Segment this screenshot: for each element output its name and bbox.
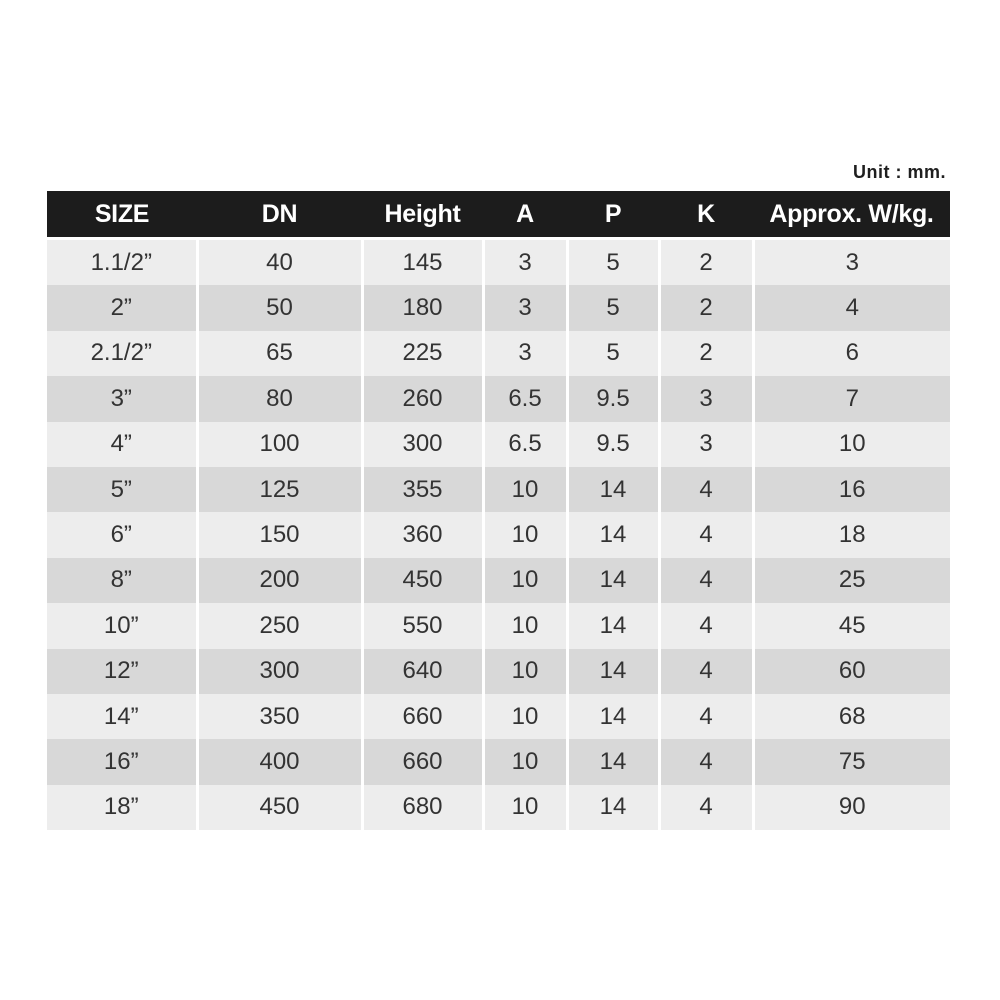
cell-weight: 7: [753, 376, 950, 421]
spec-table: [47, 191, 950, 830]
cell-weight: 90: [753, 785, 950, 830]
cell-a: 10: [483, 512, 567, 557]
cell-p: 14: [567, 467, 659, 512]
cell-k: 4: [659, 512, 753, 557]
cell-size: 2.1/2”: [47, 331, 197, 376]
cell-k: 2: [659, 239, 753, 286]
cell-weight: 75: [753, 739, 950, 784]
cell-dn: 80: [197, 376, 362, 421]
cell-height: 355: [362, 467, 483, 512]
cell-size: 16”: [47, 739, 197, 784]
cell-k: 4: [659, 649, 753, 694]
cell-a: 10: [483, 603, 567, 648]
cell-size: 1.1/2”: [47, 239, 197, 286]
cell-dn: 40: [197, 239, 362, 286]
cell-dn: 400: [197, 739, 362, 784]
cell-dn: 350: [197, 694, 362, 739]
cell-p: 9.5: [567, 376, 659, 421]
cell-size: 3”: [47, 376, 197, 421]
cell-p: 14: [567, 785, 659, 830]
header-row: [47, 191, 950, 239]
cell-height: 680: [362, 785, 483, 830]
header-k: K: [659, 191, 753, 239]
header-size: SIZE: [47, 191, 197, 239]
cell-height: 300: [362, 422, 483, 467]
table-row: [47, 239, 950, 286]
cell-k: 2: [659, 285, 753, 330]
cell-height: 145: [362, 239, 483, 286]
cell-p: 14: [567, 512, 659, 557]
cell-a: 10: [483, 558, 567, 603]
cell-k: 4: [659, 603, 753, 648]
cell-p: 5: [567, 239, 659, 286]
cell-weight: 60: [753, 649, 950, 694]
cell-p: 9.5: [567, 422, 659, 467]
cell-p: 5: [567, 285, 659, 330]
cell-a: 6.5: [483, 422, 567, 467]
cell-weight: 3: [753, 239, 950, 286]
cell-weight: 18: [753, 512, 950, 557]
cell-dn: 300: [197, 649, 362, 694]
cell-height: 660: [362, 739, 483, 784]
table-body: [47, 239, 950, 831]
cell-weight: 68: [753, 694, 950, 739]
header-weight: Approx. W/kg.: [753, 191, 950, 239]
unit-note: Unit : mm.: [853, 162, 946, 182]
cell-p: 14: [567, 558, 659, 603]
table-row: [47, 649, 950, 694]
cell-height: 640: [362, 649, 483, 694]
table-row: [47, 694, 950, 739]
table-row: [47, 467, 950, 512]
cell-size: 5”: [47, 467, 197, 512]
cell-p: 14: [567, 649, 659, 694]
cell-a: 3: [483, 331, 567, 376]
cell-k: 4: [659, 558, 753, 603]
cell-k: 3: [659, 376, 753, 421]
table-row: [47, 558, 950, 603]
cell-height: 550: [362, 603, 483, 648]
table-row: [47, 376, 950, 421]
table-row: [47, 739, 950, 784]
table-row: [47, 285, 950, 330]
cell-size: 10”: [47, 603, 197, 648]
cell-dn: 50: [197, 285, 362, 330]
cell-p: 14: [567, 739, 659, 784]
header-height: Height: [362, 191, 483, 239]
cell-k: 3: [659, 422, 753, 467]
cell-p: 14: [567, 694, 659, 739]
table-row: [47, 422, 950, 467]
cell-weight: 16: [753, 467, 950, 512]
cell-dn: 125: [197, 467, 362, 512]
cell-k: 4: [659, 785, 753, 830]
cell-dn: 200: [197, 558, 362, 603]
cell-size: 14”: [47, 694, 197, 739]
cell-size: 4”: [47, 422, 197, 467]
cell-height: 260: [362, 376, 483, 421]
cell-dn: 100: [197, 422, 362, 467]
table-row: [47, 603, 950, 648]
cell-size: 2”: [47, 285, 197, 330]
cell-a: 10: [483, 739, 567, 784]
cell-p: 14: [567, 603, 659, 648]
cell-a: 10: [483, 785, 567, 830]
cell-a: 10: [483, 694, 567, 739]
cell-a: 3: [483, 239, 567, 286]
cell-p: 5: [567, 331, 659, 376]
header-dn: DN: [197, 191, 362, 239]
cell-size: 18”: [47, 785, 197, 830]
cell-size: 6”: [47, 512, 197, 557]
header-a: A: [483, 191, 567, 239]
cell-a: 3: [483, 285, 567, 330]
table-row: [47, 331, 950, 376]
cell-dn: 65: [197, 331, 362, 376]
cell-weight: 6: [753, 331, 950, 376]
cell-size: 12”: [47, 649, 197, 694]
cell-weight: 25: [753, 558, 950, 603]
cell-dn: 150: [197, 512, 362, 557]
cell-height: 180: [362, 285, 483, 330]
table-row: [47, 785, 950, 830]
cell-k: 2: [659, 331, 753, 376]
cell-size: 8”: [47, 558, 197, 603]
cell-weight: 45: [753, 603, 950, 648]
cell-weight: 4: [753, 285, 950, 330]
cell-a: 6.5: [483, 376, 567, 421]
cell-dn: 250: [197, 603, 362, 648]
cell-k: 4: [659, 467, 753, 512]
cell-height: 450: [362, 558, 483, 603]
cell-dn: 450: [197, 785, 362, 830]
cell-height: 225: [362, 331, 483, 376]
header-p: P: [567, 191, 659, 239]
cell-height: 660: [362, 694, 483, 739]
cell-a: 10: [483, 649, 567, 694]
cell-k: 4: [659, 694, 753, 739]
cell-height: 360: [362, 512, 483, 557]
cell-weight: 10: [753, 422, 950, 467]
cell-k: 4: [659, 739, 753, 784]
cell-a: 10: [483, 467, 567, 512]
table-header: [47, 191, 950, 239]
table-row: [47, 512, 950, 557]
